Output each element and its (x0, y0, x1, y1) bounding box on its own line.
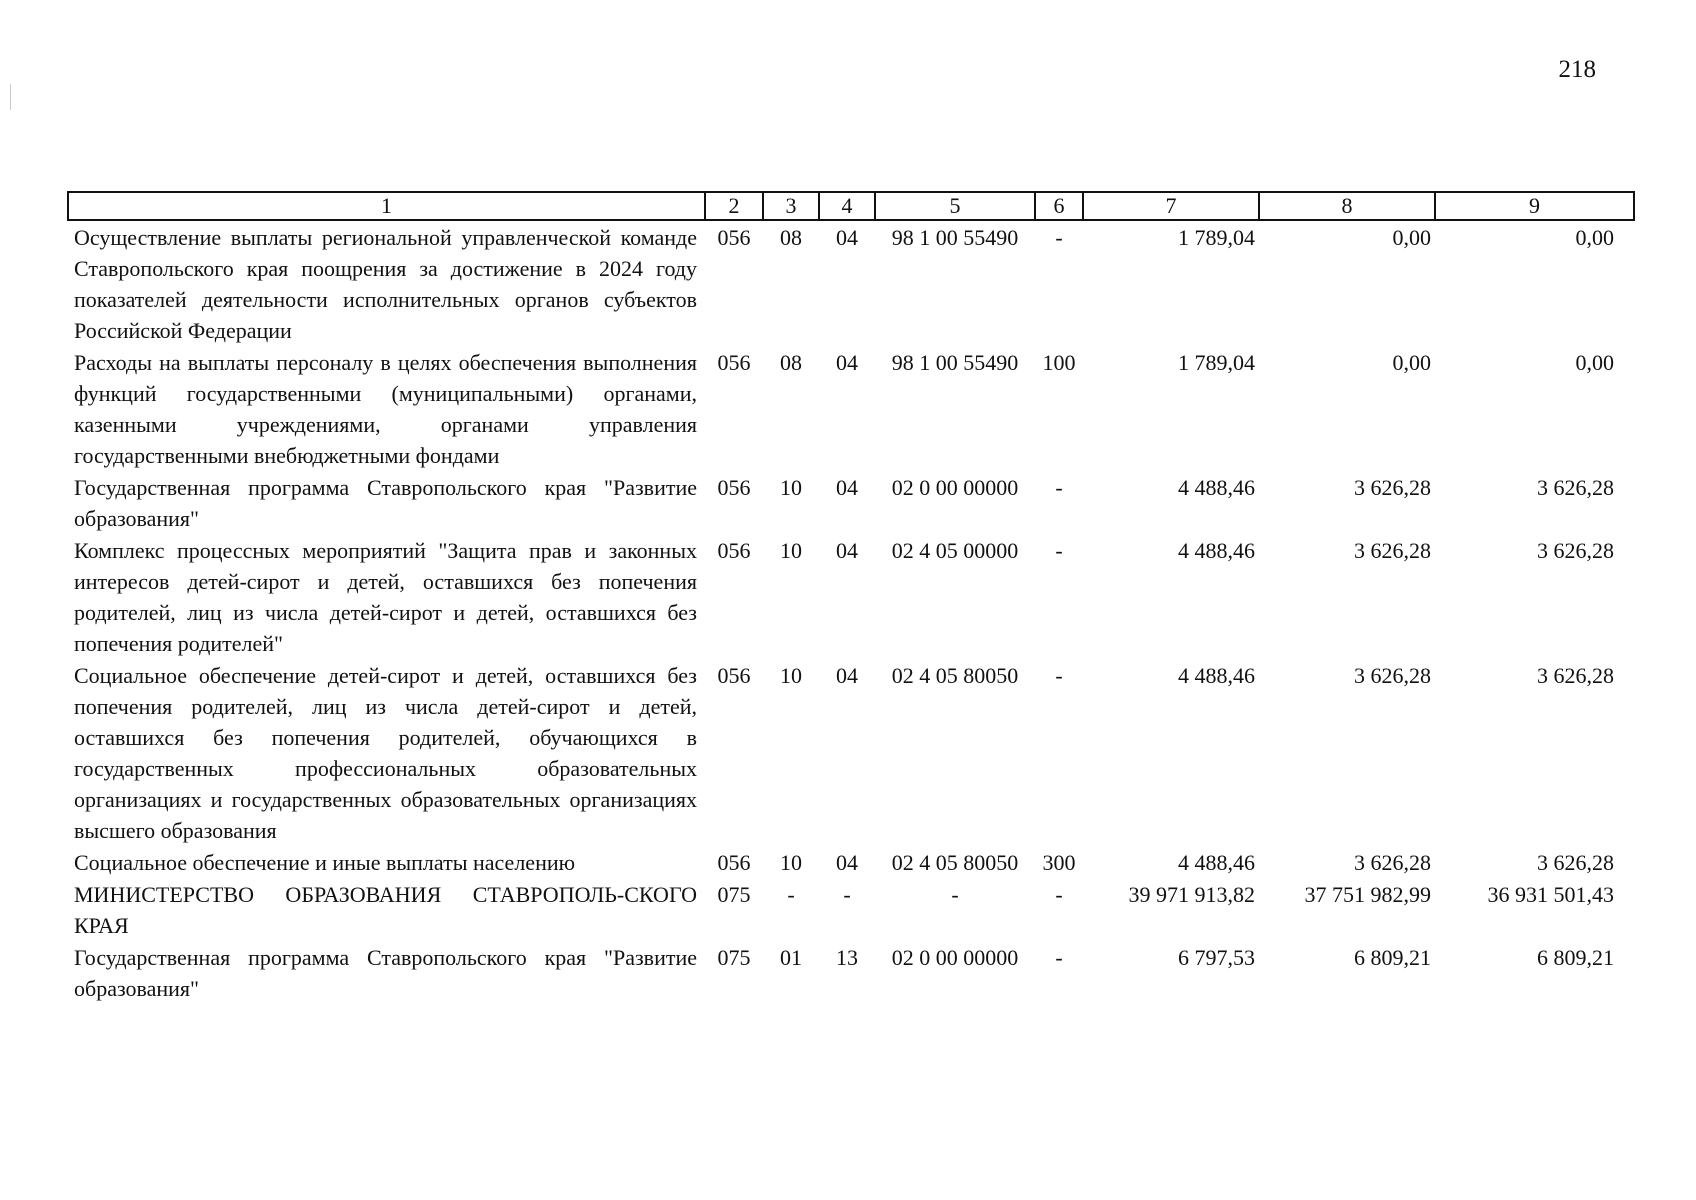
row-section-code: 08 (780, 350, 802, 375)
row-target-code: 02 4 05 80050 (891, 850, 1019, 875)
row-name: Расходы на выплаты персоналу в целях обеспечения выполнения функций государственными (муниципальными) органами, казенными учреждениями, органами управления государственными внебюджетными фондами (74, 350, 697, 468)
row-section-code: 10 (780, 850, 802, 875)
row-amount-col9: 0,00 (1575, 225, 1614, 250)
header-col-8: 8 (1259, 192, 1435, 220)
row-amount-col8: 37 751 982,99 (1304, 882, 1431, 907)
row-amount-col7: 4 488,46 (1178, 663, 1255, 688)
row-admin-code: 056 (717, 475, 751, 500)
row-amount-col8: 3 626,28 (1354, 663, 1431, 688)
row-target-code: 98 1 00 55490 (891, 225, 1019, 250)
row-amount-col8: 6 809,21 (1354, 945, 1431, 970)
row-admin-code: 056 (717, 350, 751, 375)
header-col-6: 6 (1035, 192, 1083, 220)
row-amount-col7: 4 488,46 (1178, 475, 1255, 500)
table-row (68, 534, 1634, 659)
row-target-code: - (951, 882, 959, 907)
row-admin-code: 056 (717, 663, 751, 688)
row-amount-col9: 3 626,28 (1537, 850, 1614, 875)
row-admin-code: 056 (717, 850, 751, 875)
header-col-5: 5 (875, 192, 1035, 220)
row-subsection-code: 04 (836, 538, 858, 563)
row-amount-col8: 0,00 (1392, 350, 1431, 375)
row-subsection-code: 04 (836, 663, 858, 688)
row-expense-type: 300 (1042, 850, 1076, 875)
row-amount-col9: 0,00 (1575, 350, 1614, 375)
row-subsection-code: 13 (836, 945, 858, 970)
row-amount-col9: 3 626,28 (1537, 538, 1614, 563)
row-expense-type: - (1055, 945, 1063, 970)
header-col-1: 1 (68, 192, 705, 220)
row-amount-col8: 3 626,28 (1354, 850, 1431, 875)
row-name: Осуществление выплаты региональной управленческой команде Ставропольского края поощрения за достижение в 2024 году показателей деятельности исполнительных органов субъектов Российской Федерации (74, 225, 697, 343)
table-row (68, 846, 1634, 878)
row-name: МИНИСТЕРСТВО ОБРАЗОВАНИЯ СТАВРОПОЛЬ-СКОГО КРАЯ (74, 882, 697, 938)
table-row (68, 941, 1634, 1004)
row-expense-type: - (1055, 882, 1063, 907)
row-amount-col9: 3 626,28 (1537, 663, 1614, 688)
row-admin-code: 056 (717, 225, 751, 250)
row-subsection-code: 04 (836, 475, 858, 500)
row-amount-col7: 4 488,46 (1178, 850, 1255, 875)
row-target-code: 02 4 05 80050 (891, 663, 1019, 688)
row-amount-col8: 3 626,28 (1354, 538, 1431, 563)
header-col-9: 9 (1435, 192, 1634, 220)
row-target-code: 02 0 00 00000 (891, 945, 1019, 970)
page-number: 218 (1558, 56, 1596, 83)
row-amount-col9: 3 626,28 (1537, 475, 1614, 500)
row-subsection-code: 04 (836, 350, 858, 375)
row-section-code: 10 (780, 663, 802, 688)
row-subsection-code: - (843, 882, 851, 907)
budget-table (67, 191, 1635, 1004)
table-row (68, 659, 1634, 846)
row-name: Социальное обеспечение и иные выплаты населению (74, 850, 576, 875)
header-col-4: 4 (819, 192, 875, 220)
row-admin-code: 075 (717, 882, 751, 907)
table-row (68, 220, 1634, 346)
scan-edge-mark (10, 84, 11, 110)
row-target-code: 02 0 00 00000 (891, 475, 1019, 500)
row-name: Государственная программа Ставропольского края "Развитие образования" (74, 945, 697, 1001)
row-amount-col8: 3 626,28 (1354, 475, 1431, 500)
row-amount-col7: 1 789,04 (1178, 225, 1255, 250)
row-target-code: 02 4 05 00000 (891, 538, 1019, 563)
header-col-3: 3 (763, 192, 819, 220)
header-col-2: 2 (705, 192, 763, 220)
row-amount-col7: 39 971 913,82 (1128, 882, 1255, 907)
row-amount-col7: 6 797,53 (1178, 945, 1255, 970)
row-amount-col7: 4 488,46 (1178, 538, 1255, 563)
row-section-code: 10 (780, 475, 802, 500)
row-name: Социальное обеспечение детей-сирот и детей, оставшихся без попечения родителей, лиц из числа детей-сирот и детей, оставшихся без попечения родителей, обучающихся в государственных профессиональных образовательных организациях и государственных образовательных организациях высшего образования (74, 663, 697, 843)
row-section-code: 10 (780, 538, 802, 563)
header-row (68, 192, 1634, 220)
row-amount-col8: 0,00 (1392, 225, 1431, 250)
row-expense-type: - (1055, 225, 1063, 250)
row-expense-type: - (1055, 538, 1063, 563)
row-expense-type: 100 (1042, 350, 1076, 375)
header-col-7: 7 (1083, 192, 1259, 220)
table-row (68, 878, 1634, 941)
row-amount-col7: 1 789,04 (1178, 350, 1255, 375)
row-name: Комплекс процессных мероприятий "Защита прав и законных интересов детей-сирот и детей, оставшихся без попечения родителей, лиц из числа детей-сирот и детей, оставшихся без попечения родителей" (74, 538, 697, 656)
row-expense-type: - (1055, 475, 1063, 500)
row-expense-type: - (1055, 663, 1063, 688)
row-admin-code: 075 (717, 945, 751, 970)
row-target-code: 98 1 00 55490 (891, 350, 1019, 375)
row-amount-col9: 6 809,21 (1537, 945, 1614, 970)
table-row (68, 471, 1634, 534)
row-amount-col9: 36 931 501,43 (1487, 882, 1614, 907)
row-name: Государственная программа Ставропольского края "Развитие образования" (74, 475, 697, 531)
row-subsection-code: 04 (836, 225, 858, 250)
row-admin-code: 056 (717, 538, 751, 563)
row-section-code: 08 (780, 225, 802, 250)
row-section-code: - (787, 882, 795, 907)
row-section-code: 01 (780, 945, 802, 970)
table-row (68, 346, 1634, 471)
row-subsection-code: 04 (836, 850, 858, 875)
